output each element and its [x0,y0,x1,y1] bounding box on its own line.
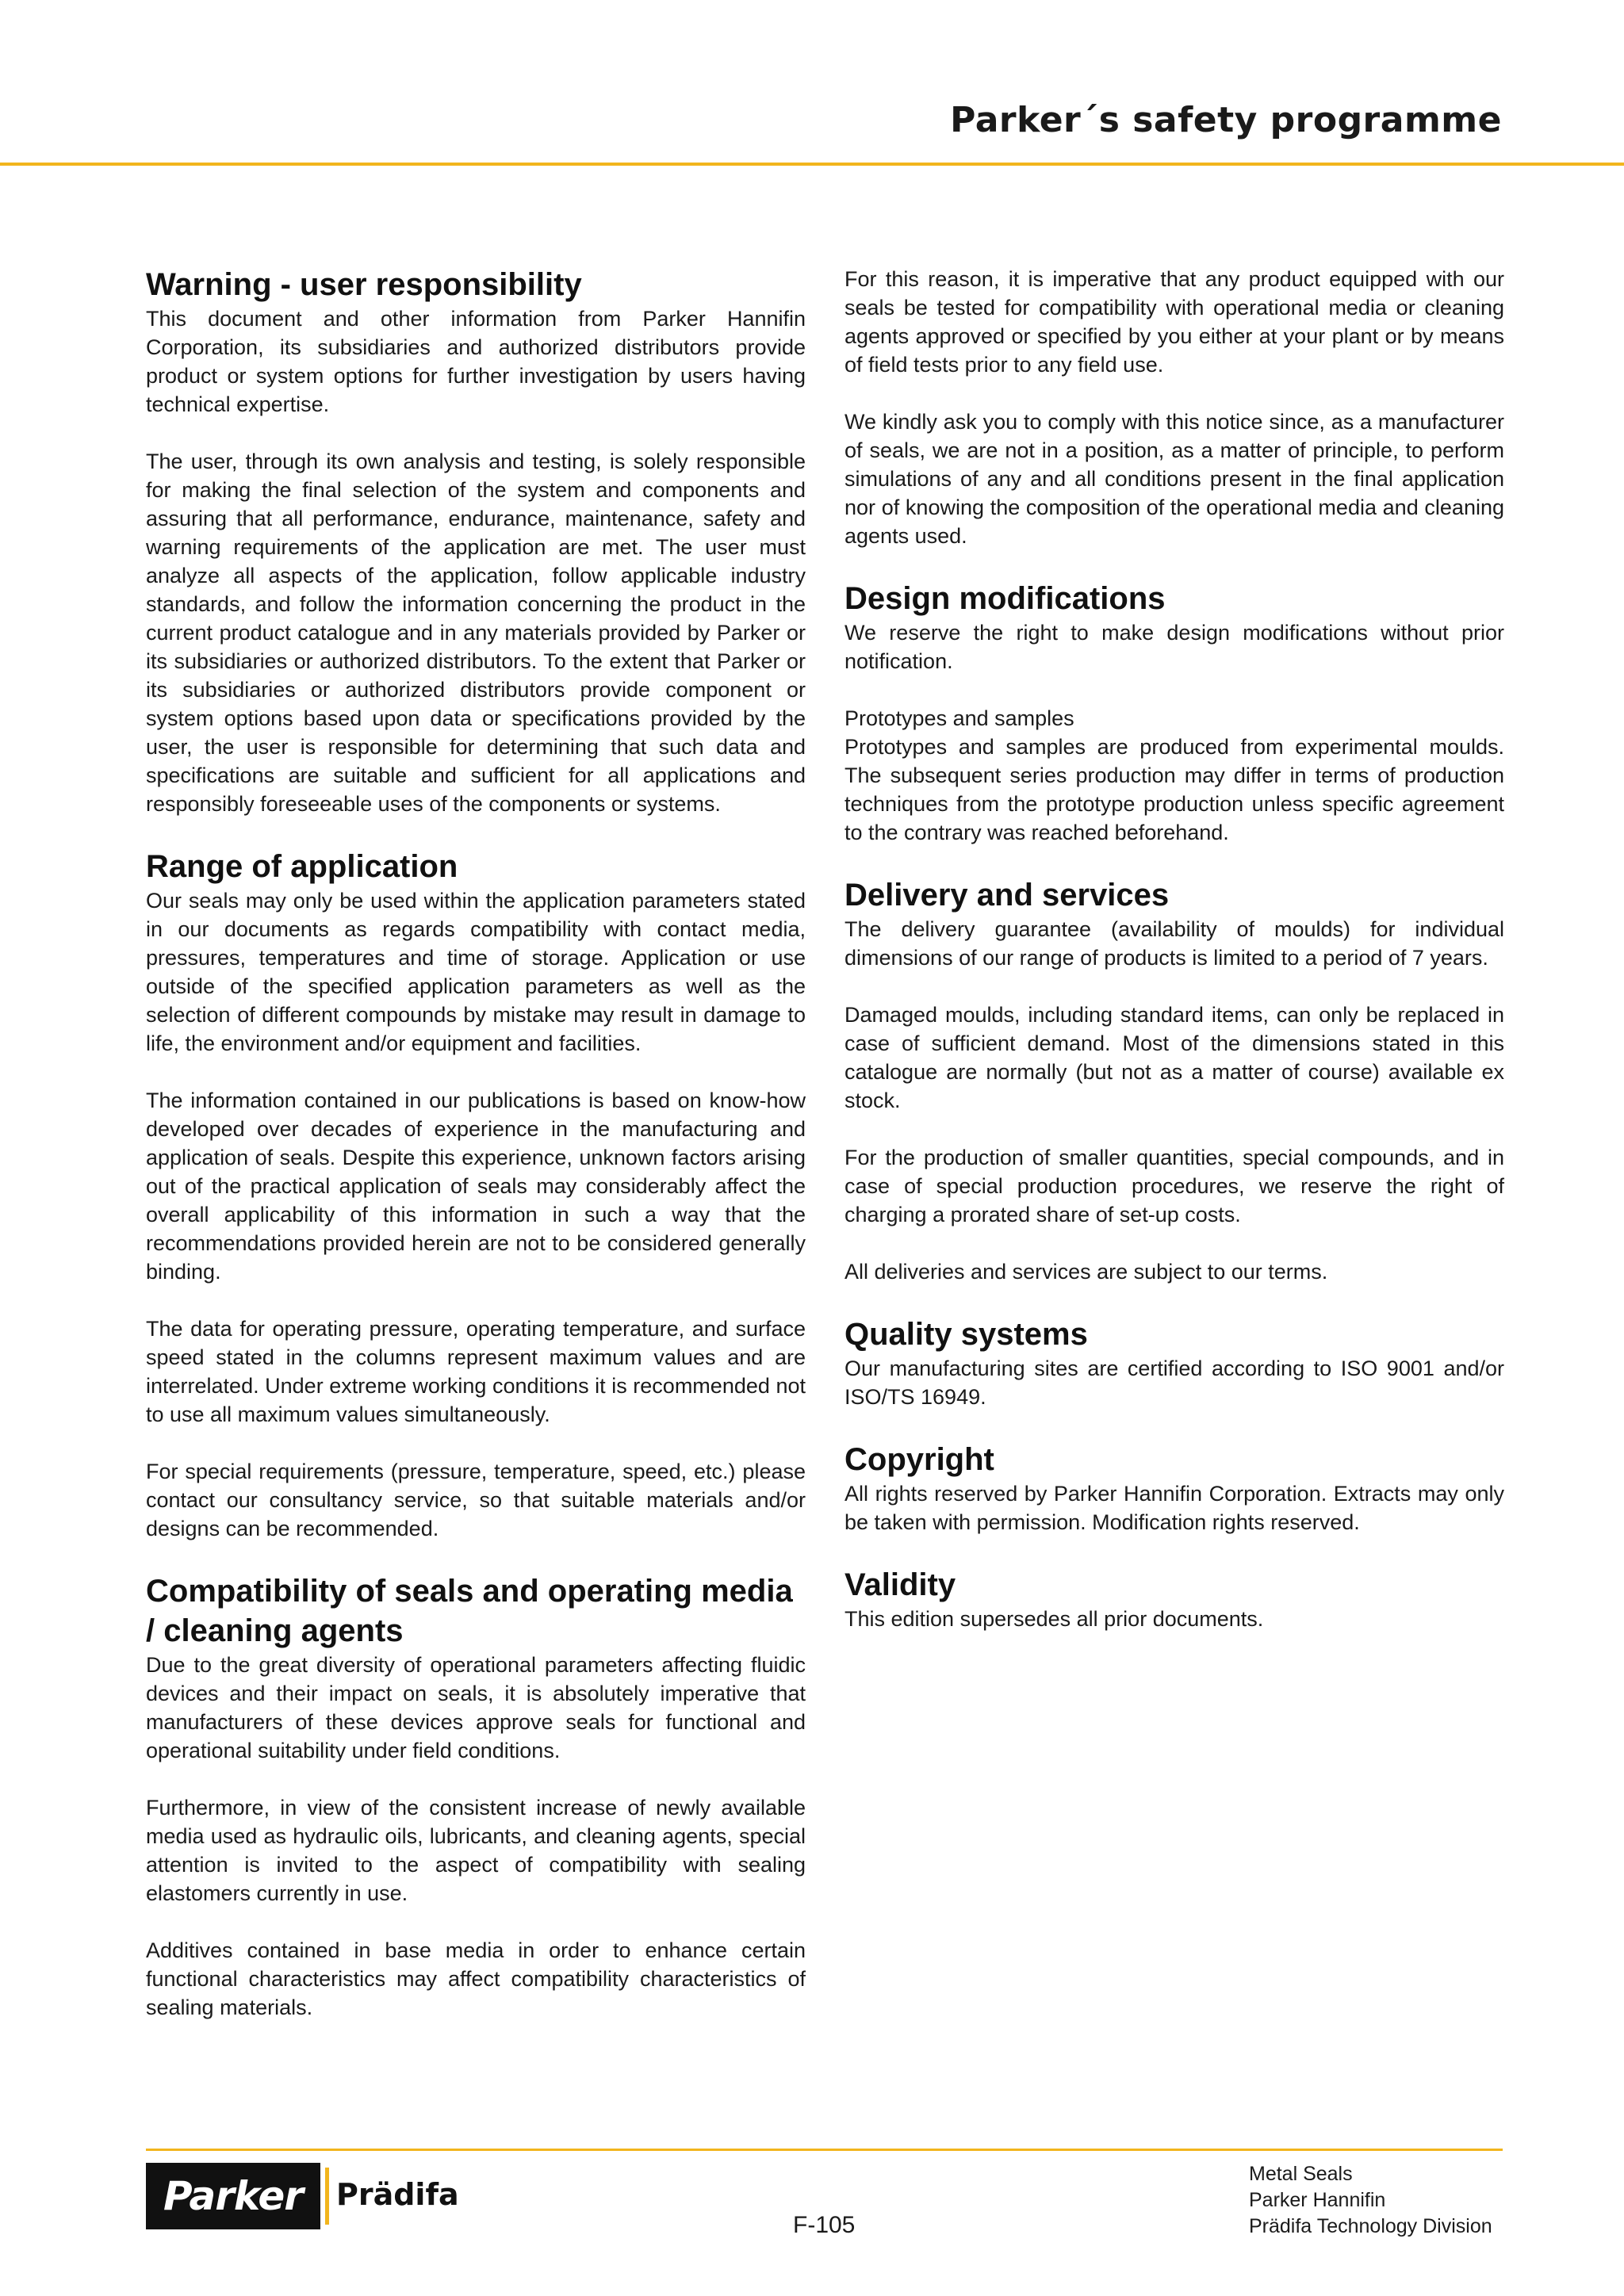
section-heading: Delivery and services [845,878,1170,913]
footer-division-info [1249,2161,1492,2240]
footer-divider [146,2149,1503,2151]
body-paragraph: We kindly ask you to comply with this notice since, as a manufacturer of seals, we are not in a position, as a matter of principle, to perform simulations of any and all conditions present in the final application nor of knowing the composition of the operational media and cleaning agents used. [845,410,1504,548]
body-paragraph: Due to the great diversity of operational parameters affecting fluidic devices and their impact on seals, it is absolutely imperative that manufacturers of these devices approve seals for functional and operational suitability under field conditions. [146,1653,806,1762]
section-heading: Quality systems [845,1317,1088,1352]
section [146,1571,806,2022]
body-paragraph: The data for operating pressure, operating temperature, and surface speed stated in the columns represent maximum values and are interrelated. Under extreme working conditions it is recommended not to use all maximum values simultaneously. [146,1317,806,1426]
section [845,1565,1504,1633]
left-column [146,265,806,2050]
body-paragraph: The delivery guarantee (availability of moulds) for individual dimensions of our range of products is limited to a period of 7 years. [845,917,1504,970]
section [146,847,806,1543]
body-paragraph: The information contained in our publications is based on know-how developed over decades of experience in the manufacturing and application of seals. Despite this experience, unknown factors arising out of the practical application of seals may considerably affect the overall applicability of this information in such a way that the recommendations provided herein are not to be considered generally binding. [146,1089,806,1284]
page-header-title: Parker´s safety programme [950,100,1502,140]
footer-info-line: Parker Hannifin [1249,2189,1386,2211]
section-heading: Validity [845,1567,956,1602]
section [845,875,1504,1286]
section [845,1314,1504,1411]
body-paragraph: All rights reserved by Parker Hannifin Corporation. Extracts may only be taken with permission. Modification rights reserved. [845,1482,1504,1534]
body-paragraph: For special requirements (pressure, temperature, speed, etc.) please contact our consultancy service, so that suitable materials and/or designs can be recommended. [146,1460,806,1540]
body-paragraph: For this reason, it is imperative that any product equipped with our seals be tested for compatibility with operational media or cleaning agents approved or specified by you either at your plant or by means of field tests prior to any field use. [845,267,1504,377]
parker-pradifa-logo [146,2163,459,2229]
pradifa-logo-text: Prädifa [336,2177,459,2212]
section-heading: Copyright [845,1442,994,1477]
section [146,265,806,818]
section [845,265,1504,550]
section-heading: Range of application [146,849,458,884]
body-paragraph: The user, through its own analysis and testing, is solely responsible for making the final selection of the system and components and assuring that all performance, endurance, maintenance, safety and warning requirements of the application are met. The user must analyze all aspects of the application, follow applicable industry standards, and follow the information concerning the product in the current product catalogue and in any materials provided by Parker or its subsidiaries or authorized distributors. To the extent that Parker or its subsidiaries or authorized distributors provide component or system options based upon data or specifications provided by the user, the user is responsible for determining that such data and specifications are suitable and sufficient for all applications and responsibly foreseeable uses of the components or systems. [146,450,806,816]
body-paragraph: All deliveries and services are subject to our terms. [845,1260,1328,1284]
body-paragraph: This edition supersedes all prior documents. [845,1607,1264,1631]
section-heading: Compatibility of seals and operating media / cleaning agents [146,1574,793,1648]
body-paragraph: Damaged moulds, including standard items, can only be replaced in case of sufficient demand. Most of the dimensions stated in this catalogue are normally (but not as a matter of course) available ex stock. [845,1003,1504,1112]
body-paragraph: Furthermore, in view of the consistent increase of newly available media used as hydraulic oils, lubricants, and cleaning agents, special attention is invited to the aspect of compatibility with sealing elastomers currently in use. [146,1796,806,1905]
page-number: F-105 [793,2212,856,2238]
right-column [845,265,1504,1662]
body-paragraph: We reserve the right to make design modifications without prior notification. [845,621,1504,673]
section [845,579,1504,847]
section-heading: Warning - user responsibility [146,267,582,302]
logo-separator [325,2168,329,2225]
body-paragraph: Our seals may only be used within the application parameters stated in our documents as regards compatibility with contact media, pressures, temperatures and time of storage. Application or use outside of the specified application parameters as well as the selection of different compounds by mistake may result in damage to life, the environment and/or equipment and facilities. [146,889,806,1055]
body-paragraph: For the production of smaller quantities, special compounds, and in case of special production procedures, we reserve the right of charging a prorated share of set-up costs. [845,1146,1504,1226]
footer-info-line: Prädifa Technology Division [1249,2215,1492,2237]
parker-logo-mark: Parker [146,2163,320,2229]
body-paragraph: This document and other information from Parker Hannifin Corporation, its subsidiaries and authorized distributors provide product or system options for further investigation by users having technical expertise. [146,307,806,416]
body-paragraph: Our manufacturing sites are certified according to ISO 9001 and/or ISO/TS 16949. [845,1357,1504,1409]
header-divider [0,163,1624,166]
section [845,1440,1504,1536]
section-heading: Design modifications [845,581,1166,616]
body-paragraph: Additives contained in base media in order to enhance certain functional characteristics may affect compatibility characteristics of sealing materials. [146,1938,806,2019]
body-paragraph: Prototypes and samples Prototypes and samples are produced from experimental moulds. The subsequent series production may differ in terms of production techniques from the prototype production unless specific agreement to the contrary was reached beforehand. [845,706,1504,844]
footer-info-line: Metal Seals [1249,2163,1353,2185]
